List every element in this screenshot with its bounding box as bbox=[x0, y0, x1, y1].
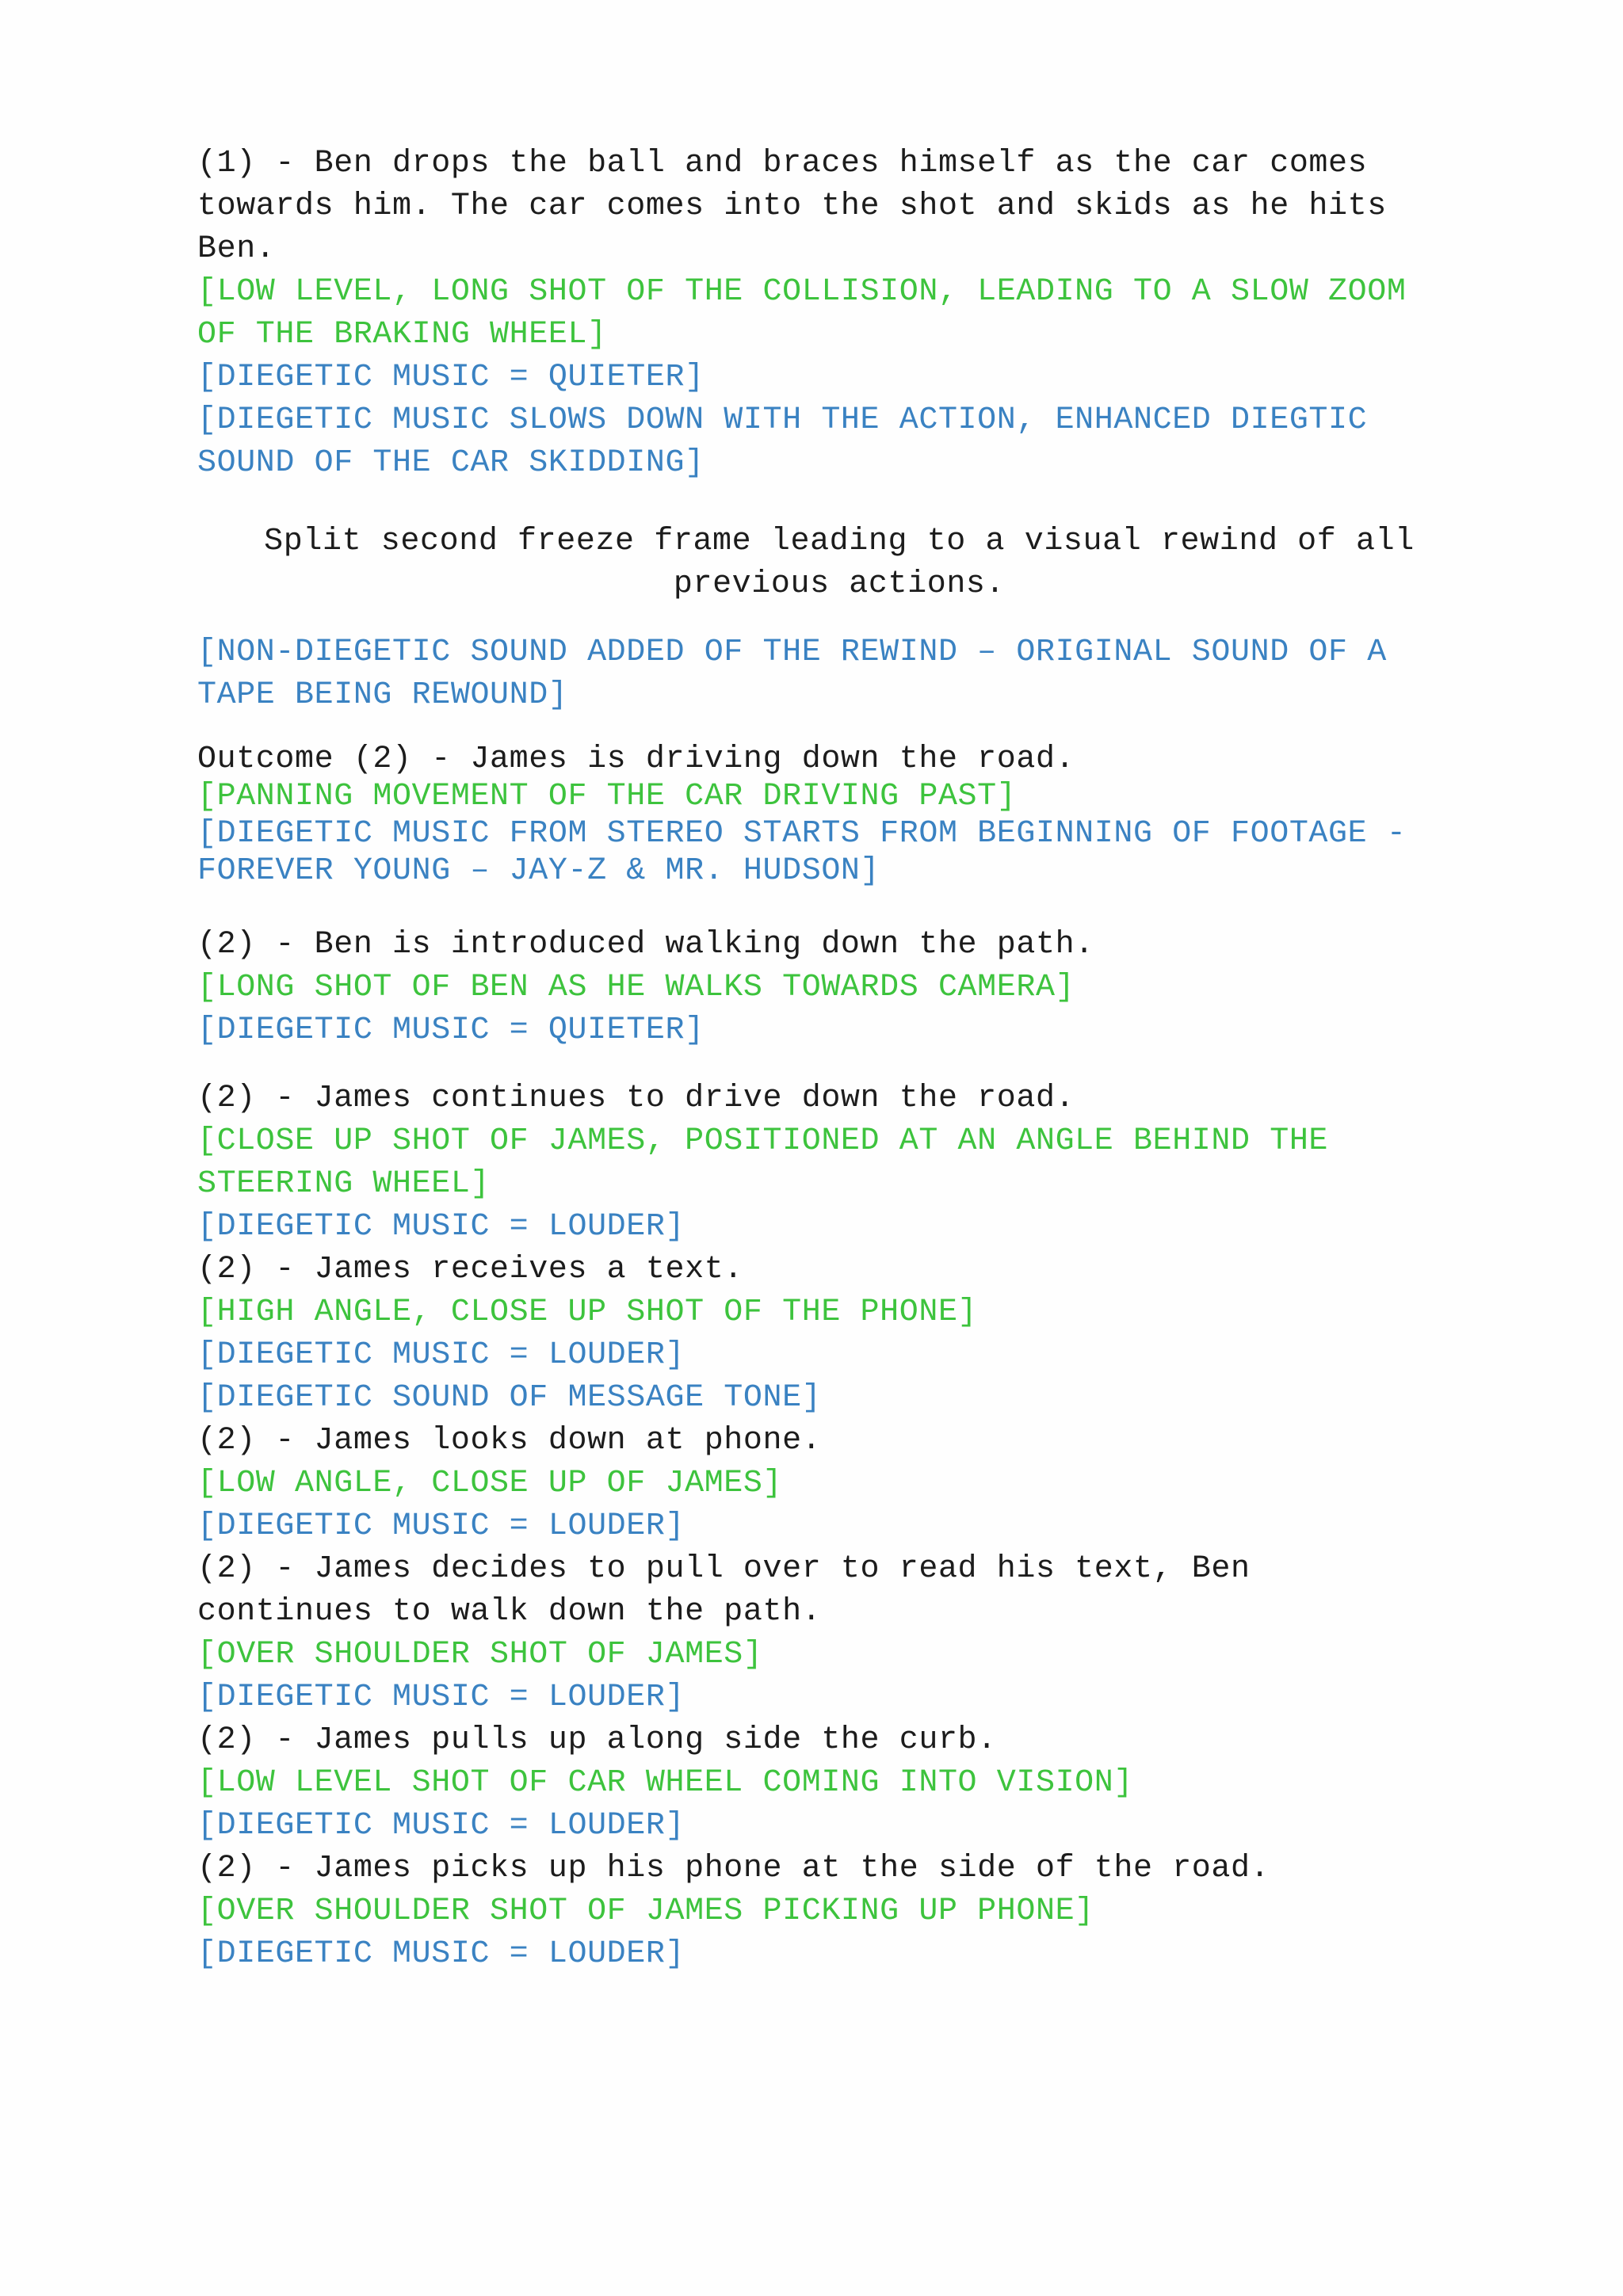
sound-direction-line: SOUND OF THE CAR SKIDDING] bbox=[197, 445, 705, 481]
narration-line: (2) - James pulls up along side the curb. bbox=[197, 1722, 997, 1758]
shot-direction-line: [OVER SHOULDER SHOT OF JAMES] bbox=[197, 1637, 763, 1672]
script-block bbox=[197, 143, 1481, 485]
narration-line: (2) - James decides to pull over to read his text, Ben bbox=[197, 1551, 1251, 1587]
narration-line: (2) - James picks up his phone at the side of the road. bbox=[197, 1851, 1270, 1886]
sound-direction-line: [DIEGETIC MUSIC SLOWS DOWN WITH THE ACTION, ENHANCED DIEGTIC bbox=[197, 402, 1368, 438]
script-block bbox=[197, 521, 1481, 606]
sound-direction-line: TAPE BEING REWOUND] bbox=[197, 677, 568, 713]
sound-direction-line: [DIEGETIC SOUND OF MESSAGE TONE] bbox=[197, 1380, 822, 1416]
sound-direction-line: [DIEGETIC MUSIC = LOUDER] bbox=[197, 1680, 685, 1715]
shot-direction-line: [LOW ANGLE, CLOSE UP OF JAMES] bbox=[197, 1466, 783, 1501]
narration-line: Split second freeze frame leading to a visual rewind of all bbox=[264, 524, 1415, 559]
sound-direction-line: [DIEGETIC MUSIC = QUIETER] bbox=[197, 1013, 705, 1048]
shot-direction-line: [HIGH ANGLE, CLOSE UP SHOT OF THE PHONE] bbox=[197, 1295, 978, 1330]
script-block bbox=[197, 741, 1481, 890]
shot-direction-line: [OVER SHOULDER SHOT OF JAMES PICKING UP PHONE] bbox=[197, 1894, 1094, 1929]
sound-direction-line: FOREVER YOUNG – JAY-Z & MR. HUDSON] bbox=[197, 853, 880, 889]
shot-direction-line: [CLOSE UP SHOT OF JAMES, POSITIONED AT AN ANGLE BEHIND THE bbox=[197, 1123, 1329, 1159]
script-block bbox=[197, 1077, 1481, 1976]
sound-direction-line: [NON-DIEGETIC SOUND ADDED OF THE REWIND – ORIGINAL SOUND OF A bbox=[197, 635, 1387, 670]
shot-direction-line: OF THE BRAKING WHEEL] bbox=[197, 317, 607, 353]
narration-line: (2) - James looks down at phone. bbox=[197, 1423, 822, 1459]
narration-line: (2) - James receives a text. bbox=[197, 1252, 743, 1287]
narration-line: continues to walk down the path. bbox=[197, 1594, 822, 1630]
narration-line: previous actions. bbox=[673, 566, 1006, 602]
shot-direction-line: [LOW LEVEL, LONG SHOT OF THE COLLISION, LEADING TO A SLOW ZOOM bbox=[197, 274, 1407, 310]
script-block bbox=[197, 924, 1481, 1052]
narration-line: (2) - Ben is introduced walking down the path. bbox=[197, 927, 1094, 963]
narration-line: Outcome (2) - James is driving down the road. bbox=[197, 742, 1075, 777]
sound-direction-line: [DIEGETIC MUSIC = LOUDER] bbox=[197, 1808, 685, 1844]
sound-direction-line: [DIEGETIC MUSIC = LOUDER] bbox=[197, 1508, 685, 1544]
narration-line: (1) - Ben drops the ball and braces himself as the car comes bbox=[197, 146, 1368, 181]
sound-direction-line: [DIEGETIC MUSIC = LOUDER] bbox=[197, 1337, 685, 1373]
narration-line: Ben. bbox=[197, 231, 276, 267]
shot-direction-line: [LOW LEVEL SHOT OF CAR WHEEL COMING INTO VISION] bbox=[197, 1765, 1133, 1801]
narration-line: towards him. The car comes into the shot and skids as he hits bbox=[197, 189, 1387, 224]
sound-direction-line: [DIEGETIC MUSIC = LOUDER] bbox=[197, 1209, 685, 1245]
shot-direction-line: [PANNING MOVEMENT OF THE CAR DRIVING PAST] bbox=[197, 779, 1017, 814]
sound-direction-line: [DIEGETIC MUSIC FROM STEREO STARTS FROM BEGINNING OF FOOTAGE - bbox=[197, 816, 1407, 852]
shot-direction-line: STEERING WHEEL] bbox=[197, 1166, 491, 1202]
shot-direction-line: [LONG SHOT OF BEN AS HE WALKS TOWARDS CAMERA] bbox=[197, 970, 1075, 1005]
sound-direction-line: [DIEGETIC MUSIC = LOUDER] bbox=[197, 1936, 685, 1972]
sound-direction-line: [DIEGETIC MUSIC = QUIETER] bbox=[197, 360, 705, 395]
narration-line: (2) - James continues to drive down the road. bbox=[197, 1081, 1075, 1116]
script-block bbox=[197, 631, 1481, 717]
